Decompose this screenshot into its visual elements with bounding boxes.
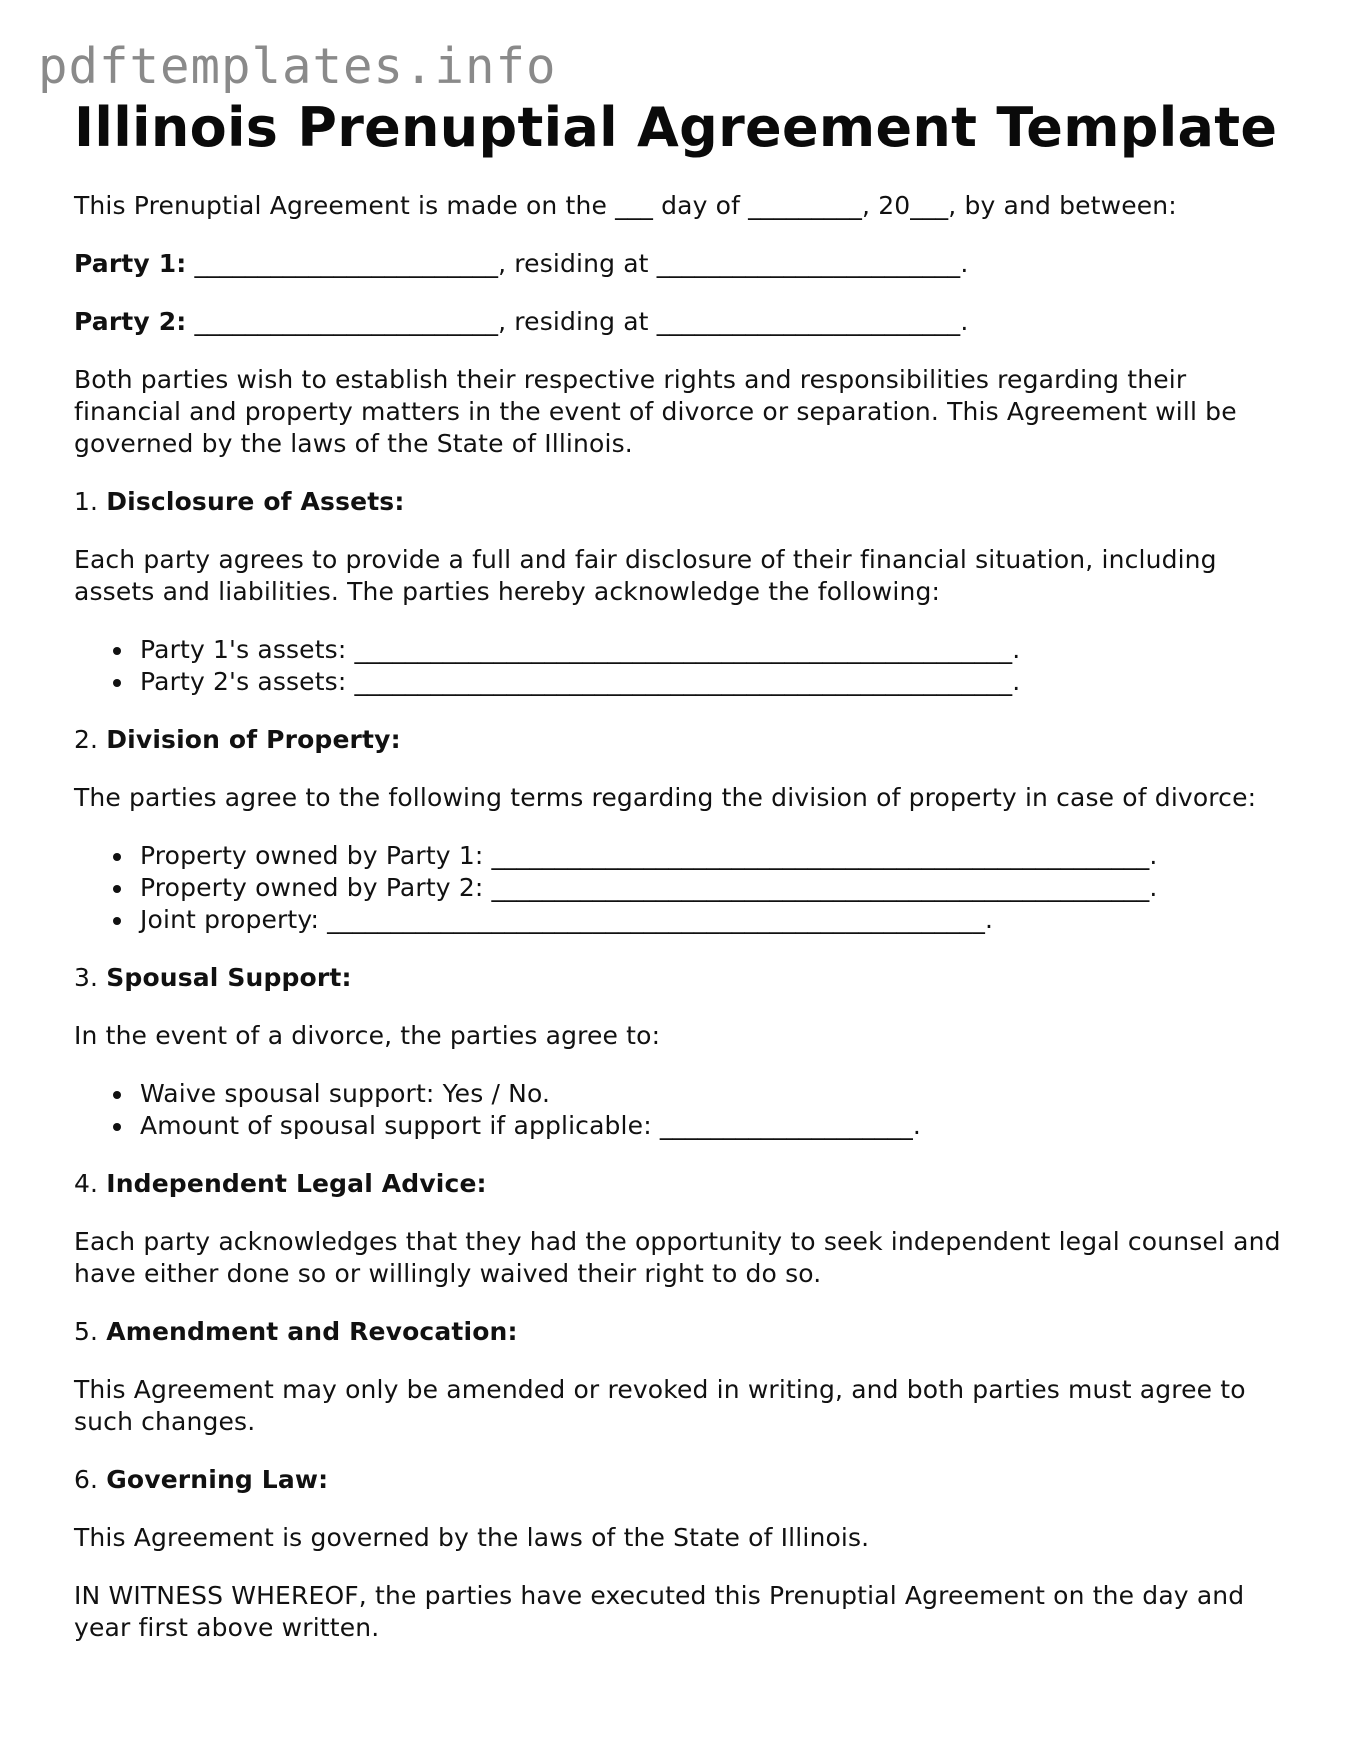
party-1-label: Party 1: bbox=[74, 249, 187, 278]
list-item bbox=[140, 840, 1294, 872]
list-item-text: Party 2's assets: ____________________________________________________. bbox=[140, 667, 1021, 696]
list-item bbox=[140, 1110, 1294, 1142]
section-5-body: This Agreement may only be amended or revoked in writing, and both parties must agree to such changes. bbox=[74, 1375, 1246, 1436]
party-1-line bbox=[74, 248, 1294, 280]
list-item bbox=[140, 904, 1294, 936]
list-item bbox=[140, 634, 1294, 666]
section-6-title: Governing Law: bbox=[106, 1465, 329, 1494]
bullet-icon bbox=[113, 679, 121, 687]
list-item-text: Amount of spousal support if applicable: ____________________. bbox=[140, 1111, 921, 1140]
list-item-text: Party 1's assets: ____________________________________________________. bbox=[140, 635, 1021, 664]
section-4-title: Independent Legal Advice: bbox=[106, 1169, 487, 1198]
list-item-text: Property owned by Party 2: ____________________________________________________. bbox=[140, 873, 1158, 902]
section-3-body: In the event of a divorce, the parties agree to: bbox=[74, 1021, 661, 1050]
section-5-number: 5. bbox=[74, 1317, 107, 1346]
list-item-text: Joint property: ____________________________________________________. bbox=[140, 905, 994, 934]
section-6-body: This Agreement is governed by the laws of the State of Illinois. bbox=[74, 1523, 870, 1552]
watermark-logo: pdftemplates.info bbox=[38, 38, 557, 95]
document-page bbox=[74, 96, 1294, 1644]
section-2-number: 2. bbox=[74, 725, 107, 754]
section-1-heading bbox=[74, 486, 1294, 518]
section-3-list bbox=[74, 1078, 1294, 1142]
section-2-list bbox=[74, 840, 1294, 936]
section-3-number: 3. bbox=[74, 963, 107, 992]
section-2-heading bbox=[74, 724, 1294, 756]
section-3-heading bbox=[74, 962, 1294, 994]
document-title: Illinois Prenuptial Agreement Template bbox=[74, 96, 1278, 159]
party-2-label: Party 2: bbox=[74, 307, 187, 336]
section-3-title: Spousal Support: bbox=[106, 963, 352, 992]
list-item-text: Waive spousal support: Yes / No. bbox=[140, 1079, 551, 1108]
bullet-icon bbox=[113, 647, 121, 655]
party-2-fields: ________________________, residing at ________________________. bbox=[186, 307, 969, 336]
bullet-icon bbox=[113, 885, 121, 893]
purpose-paragraph: Both parties wish to establish their respective rights and responsibilities regarding their financial and property matters in the event of divorce or separation. This Agreement will be governed by the laws of the State of Illinois. bbox=[74, 365, 1237, 458]
bullet-icon bbox=[113, 1123, 121, 1131]
section-6-number: 6. bbox=[74, 1465, 107, 1494]
section-5-heading bbox=[74, 1316, 1294, 1348]
section-2-body: The parties agree to the following terms regarding the division of property in case of divorce: bbox=[74, 783, 1257, 812]
section-4-heading bbox=[74, 1168, 1294, 1200]
list-item bbox=[140, 872, 1294, 904]
list-item bbox=[140, 1078, 1294, 1110]
bullet-icon bbox=[113, 853, 121, 861]
party-2-line bbox=[74, 306, 1294, 338]
section-6-heading bbox=[74, 1464, 1294, 1496]
bullet-icon bbox=[113, 917, 121, 925]
section-1-title: Disclosure of Assets: bbox=[106, 487, 405, 516]
list-item bbox=[140, 666, 1294, 698]
section-2-title: Division of Property: bbox=[106, 725, 401, 754]
section-4-body: Each party acknowledges that they had the opportunity to seek independent legal counsel and have either done so or willingly waived their right to do so. bbox=[74, 1227, 1281, 1288]
section-1-number: 1. bbox=[74, 487, 107, 516]
intro-paragraph: This Prenuptial Agreement is made on the ___ day of _________, 20___, by and between: bbox=[74, 191, 1177, 220]
party-1-fields: ________________________, residing at ________________________. bbox=[186, 249, 969, 278]
bullet-icon bbox=[113, 1091, 121, 1099]
section-1-body: Each party agrees to provide a full and fair disclosure of their financial situation, including assets and liabilities. The parties hereby acknowledge the following: bbox=[74, 545, 1217, 606]
section-5-title: Amendment and Revocation: bbox=[106, 1317, 518, 1346]
section-4-number: 4. bbox=[74, 1169, 107, 1198]
list-item-text: Property owned by Party 1: ____________________________________________________. bbox=[140, 841, 1158, 870]
section-1-list bbox=[74, 634, 1294, 698]
witness-paragraph: IN WITNESS WHEREOF, the parties have executed this Prenuptial Agreement on the day and year first above written. bbox=[74, 1581, 1245, 1642]
